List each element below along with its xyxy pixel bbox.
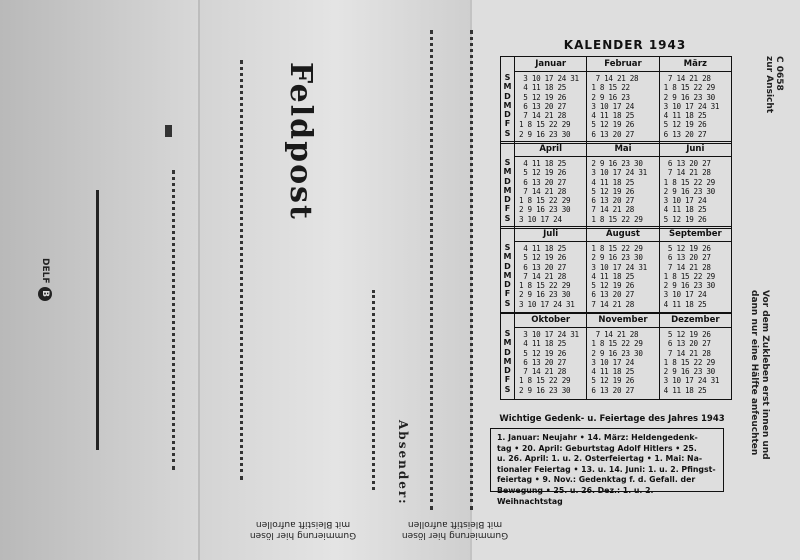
weekday-letter: D — [504, 280, 511, 290]
day-row: 2 9 16 23 30 — [519, 129, 571, 139]
gum-right-line-1: Gummierung hier lösen — [401, 530, 509, 540]
holidays-title: Wichtige Gedenk- u. Feiertage des Jahres 1943 — [499, 414, 725, 424]
calendar-quarter — [500, 312, 732, 400]
month-days — [587, 328, 658, 399]
day-row: 3 10 17 24 31 — [663, 101, 720, 111]
day-row: 5 12 19 26 — [663, 244, 711, 253]
month-name: Dezember — [660, 313, 731, 328]
day-row: 4 11 18 25 — [519, 244, 566, 253]
day-row: 4 11 18 25 — [591, 111, 635, 121]
day-row: 1 8 15 22 29 — [519, 196, 571, 206]
weekday-letter: D — [504, 91, 511, 101]
day-row: 3 10 17 24 31 — [591, 262, 647, 272]
weekday-letter: S — [504, 213, 511, 223]
edge-line — [470, 30, 473, 510]
month-block — [660, 142, 731, 228]
day-row: 4 11 18 25 — [663, 299, 707, 309]
day-row: 2 9 16 23 30 — [663, 281, 715, 291]
weekday-letter: M — [503, 167, 512, 177]
day-row: 3 10 17 24 — [591, 101, 635, 111]
day-row: 4 11 18 25 — [663, 205, 707, 215]
day-row: 7 14 21 28 — [663, 348, 711, 358]
day-row: 1 8 15 22 29 — [663, 177, 715, 187]
sender-label: Absender: — [396, 420, 410, 506]
day-row: 2 9 16 23 — [591, 92, 630, 102]
weekday-letter: D — [504, 195, 511, 205]
catalog-line-1: C 0658 — [774, 56, 784, 91]
weekday-letter: S — [504, 384, 511, 394]
day-row: 7 14 21 28 — [519, 186, 566, 196]
month-block — [587, 57, 659, 143]
gum-left-line-1: Gummierung hier lösen — [249, 530, 357, 540]
month-block — [587, 313, 659, 399]
weekday-column — [501, 142, 515, 228]
month-name: Februar — [587, 57, 658, 72]
weekday-letter: D — [504, 366, 511, 376]
day-row: 1 8 15 22 29 — [519, 281, 571, 291]
day-row: 3 10 17 24 — [663, 290, 707, 300]
catalog-number — [764, 56, 784, 136]
day-row: 7 14 21 28 — [591, 299, 635, 309]
day-row: 6 13 20 27 — [519, 357, 566, 367]
logo-circle-icon: B — [38, 287, 52, 301]
day-row: 2 9 16 23 30 — [591, 348, 643, 358]
day-row: 2 9 16 23 30 — [663, 186, 715, 196]
weekday-letter: F — [504, 119, 511, 129]
day-row: 6 13 20 27 — [591, 196, 635, 206]
address-line-1 — [172, 170, 175, 470]
fold-line-left — [198, 0, 200, 560]
day-row: 2 9 16 23 30 — [591, 253, 643, 263]
day-row: 4 11 18 25 — [663, 111, 707, 121]
month-block — [660, 313, 731, 399]
gum-right-line-2: mit Bleistift aufrollen — [407, 519, 503, 529]
holiday-line: tag • 20. April: Geburtstag Adolf Hitlers • 25. — [497, 443, 697, 453]
weekday-letter: F — [504, 289, 511, 299]
holidays-box — [490, 428, 724, 506]
month-name: Oktober — [515, 313, 586, 328]
weekday-letter: S — [504, 128, 511, 138]
weekday-letter: D — [504, 176, 511, 186]
day-row: 7 14 21 28 — [663, 74, 711, 83]
day-row: 7 14 21 28 — [519, 111, 566, 121]
day-row: 6 13 20 27 — [663, 253, 711, 263]
calendar-quarter — [500, 226, 732, 314]
weekday-letter: S — [504, 329, 511, 338]
month-days — [515, 328, 586, 399]
gum-left-line-2: mit Bleistift aufrollen — [255, 519, 351, 529]
day-row: 1 8 15 22 29 — [519, 120, 571, 130]
day-row: 6 13 20 27 — [591, 129, 635, 139]
day-row: 4 11 18 25 — [519, 339, 566, 349]
weekday-letter: S — [504, 243, 511, 252]
month-block — [515, 57, 587, 143]
month-block — [660, 57, 731, 143]
day-row: 7 14 21 28 — [591, 205, 635, 215]
day-row: 2 9 16 23 30 — [591, 159, 643, 168]
day-row: 1 8 15 22 29 — [591, 339, 643, 349]
month-block — [587, 142, 659, 228]
day-row: 1 8 15 22 29 — [519, 376, 571, 386]
day-row: 2 9 16 23 30 — [519, 385, 571, 395]
day-row: 7 14 21 28 — [519, 367, 566, 377]
gum-instruction-left — [228, 518, 378, 540]
day-row: 3 10 17 24 — [519, 214, 562, 224]
weekday-letter: M — [503, 252, 512, 262]
calendar-title: KALENDER 1943 — [563, 38, 687, 52]
mark-tick — [165, 125, 172, 137]
weekday-letter: F — [504, 204, 511, 214]
weekday-column — [501, 227, 515, 313]
month-name: April — [515, 142, 586, 157]
calendar-quarter — [500, 56, 732, 144]
weekday-letter: D — [504, 261, 511, 271]
weekday-letter: S — [504, 298, 511, 308]
address-line-2 — [240, 60, 243, 480]
day-row: 3 10 17 24 — [591, 357, 635, 367]
weekday-letter: D — [504, 110, 511, 120]
left-panel-shade — [0, 0, 200, 560]
day-row: 2 9 16 23 30 — [663, 367, 715, 377]
day-row: 4 11 18 25 — [663, 385, 707, 395]
weekday-letter: M — [503, 270, 512, 280]
day-row: 1 8 15 22 29 — [591, 244, 643, 253]
day-row: 5 12 19 26 — [591, 376, 635, 386]
day-row: 7 14 21 28 — [591, 330, 639, 339]
day-row: 4 11 18 25 — [591, 367, 635, 377]
month-name: März — [660, 57, 731, 72]
address-line-3 — [372, 290, 375, 490]
day-row: 6 13 20 27 — [663, 129, 707, 139]
day-row: 3 10 17 24 31 — [519, 74, 579, 83]
weekday-letter: M — [503, 185, 512, 195]
month-name: Mai — [587, 142, 658, 157]
month-days — [515, 157, 586, 228]
catalog-line-2: zur Ansicht — [764, 56, 774, 114]
weekday-letter: S — [504, 158, 511, 167]
calendar-quarter — [500, 141, 732, 229]
side-note-line-1: Vor dem Zukleben erst innen und — [760, 290, 770, 460]
month-name: Juni — [660, 142, 731, 157]
month-name: Januar — [515, 57, 586, 72]
day-row: 3 10 17 24 31 — [519, 330, 579, 339]
day-row: 6 13 20 27 — [519, 177, 566, 187]
month-days — [660, 242, 731, 313]
month-days — [660, 72, 731, 143]
feldpost-title: Feldpost — [283, 62, 318, 221]
day-row: 5 12 19 26 — [519, 92, 566, 102]
month-days — [587, 242, 658, 313]
month-name: Juli — [515, 227, 586, 242]
day-row: 3 10 17 24 31 — [663, 376, 720, 386]
holiday-line: tionaler Feiertag • 13. u. 14. Juni: 1. u. 2. Pfingst- — [497, 464, 716, 474]
day-row: 5 12 19 26 — [591, 281, 635, 291]
day-row: 7 14 21 28 — [519, 271, 566, 281]
weekday-letter: M — [503, 82, 512, 92]
holiday-line: feiertag • 9. Nov.: Gedenktag f. d. Gefall. der — [497, 475, 696, 485]
month-days — [515, 72, 586, 143]
month-block — [587, 227, 659, 313]
day-row: 5 12 19 26 — [663, 214, 707, 224]
day-row: 5 12 19 26 — [519, 253, 566, 263]
month-days — [515, 242, 586, 313]
day-row: 1 8 15 22 29 — [663, 271, 715, 281]
holiday-line: Bewegung • 25. u. 26. Dez.: 1. u. 2. Weihnachtstag — [497, 485, 654, 506]
day-row: 4 11 18 25 — [519, 159, 566, 168]
month-block — [515, 142, 587, 228]
day-row: 3 10 17 24 31 — [519, 299, 575, 309]
month-days — [587, 157, 658, 228]
day-row: 6 13 20 27 — [591, 385, 635, 395]
day-row: 5 12 19 26 — [591, 120, 635, 130]
address-line-solid — [96, 190, 99, 450]
day-row: 5 12 19 26 — [663, 330, 711, 339]
day-row: 4 11 18 25 — [591, 177, 635, 187]
day-row: 4 11 18 25 — [591, 271, 635, 281]
month-days — [660, 328, 731, 399]
side-note-line-2: dann nur eine Hälfte anfeuchten — [749, 290, 759, 456]
day-row: 2 9 16 23 30 — [519, 205, 571, 215]
day-row: 3 10 17 24 — [663, 196, 707, 206]
month-name: September — [660, 227, 731, 242]
weekday-letter: S — [504, 73, 511, 82]
weekday-column — [501, 57, 515, 143]
day-row: 5 12 19 26 — [519, 168, 566, 178]
month-block — [660, 227, 731, 313]
holiday-line: u. 26. April: 1. u. 2. Osterfeiertag • 1. Mai: Na- — [497, 454, 703, 464]
day-row: 5 12 19 26 — [663, 120, 707, 130]
month-name: August — [587, 227, 658, 242]
day-row: 1 8 15 22 — [591, 83, 630, 93]
day-row: 5 12 19 26 — [591, 186, 635, 196]
weekday-letter: D — [504, 347, 511, 357]
month-name: November — [587, 313, 658, 328]
day-row: 4 11 18 25 — [519, 83, 566, 93]
day-row: 6 13 20 27 — [663, 159, 711, 168]
day-row: 6 13 20 27 — [663, 339, 711, 349]
day-row: 1 8 15 22 29 — [663, 83, 715, 93]
publisher-logo — [38, 258, 52, 301]
month-days — [660, 157, 731, 228]
weekday-column — [501, 313, 515, 399]
day-row: 2 9 16 23 30 — [663, 92, 715, 102]
day-row: 2 9 16 23 30 — [519, 290, 571, 300]
weekday-letter: M — [503, 338, 512, 348]
day-row: 3 10 17 24 31 — [591, 168, 647, 178]
logo-text: DELF — [40, 258, 50, 284]
day-row: 7 14 21 28 — [663, 168, 711, 178]
weekday-letter: M — [503, 100, 512, 110]
day-row: 6 13 20 27 — [519, 262, 566, 272]
day-row: 1 8 15 22 29 — [663, 357, 715, 367]
month-days — [587, 72, 658, 143]
day-row: 7 14 21 28 — [663, 262, 711, 272]
month-block — [515, 227, 587, 313]
holiday-line: 1. Januar: Neujahr • 14. März: Heldengedenk- — [497, 433, 698, 442]
month-block — [515, 313, 587, 399]
day-row: 6 13 20 27 — [519, 101, 566, 111]
day-row: 5 12 19 26 — [519, 348, 566, 358]
day-row: 7 14 21 28 — [591, 74, 639, 83]
day-row: 1 8 15 22 29 — [591, 214, 643, 224]
moisten-instruction — [748, 290, 770, 530]
weekday-letter: M — [503, 356, 512, 366]
sender-line — [430, 30, 433, 510]
weekday-letter: F — [504, 375, 511, 385]
gum-instruction-right — [380, 518, 530, 540]
day-row: 6 13 20 27 — [591, 290, 635, 300]
